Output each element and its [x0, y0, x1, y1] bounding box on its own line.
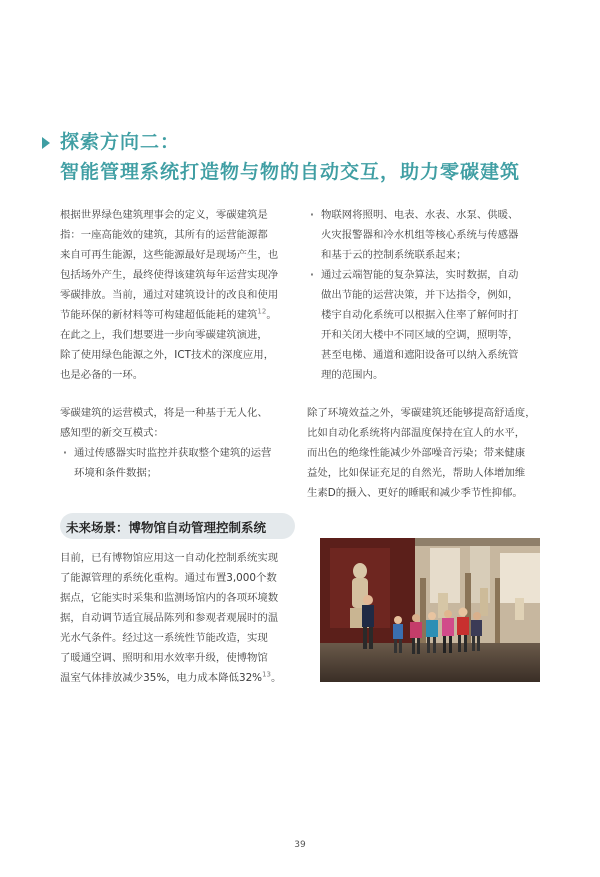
footnote-ref: 12: [257, 307, 267, 316]
bullet-item-cloud: · 通过云端智能的复杂算法，实时数据，自动 做出节能的运营决策，并下达指令，例如， 楼宇自动化系统可以根据入住率了解何时打 开和关闭大楼中不同区域的空调，照明等， 甚至电梯、通道和遮阳设备可以纳入系统管 理的范围内。: [307, 265, 552, 385]
heading-arrow-icon: [42, 137, 50, 149]
paragraph-comfort: 除了环境效益之外，零碳建筑还能够提高舒适度， 比如自动化系统将内部温度保持在宜人的水平， 而出色的绝缘性能减少外部噪音污染；带来健康 益处，比如保证充足的自然光，帮助人体增加维 生素D的摄入、更好的睡眠和减少季节性抑郁。: [307, 407, 536, 499]
callout-title: 未来场景：博物馆自动管理控制系统: [66, 520, 267, 535]
bullet-item-iot: · 物联网将照明、电表、水表、水泵、供暖、 火灾报警器和冷水机组等核心系统与传感器 和基于云的控制系统联系起来；: [307, 205, 552, 265]
callout-body: 目前，已有博物馆应用这一自动化控制系统实现 了能源管理的系统化重构。通过布置3,000个数 据点，它能实时采集和监测场馆内的各项环境数 据，自动调节适宜展品陈列和参观者观展时的温 光水气条件。经过这一系统性节能改造，实现 了暖通空调、照明和用水效率升级，使博物馆 温室气体排放减少35%，电力成本降低32%$^{13}$。: [60, 552, 282, 684]
section-heading-line2: 智能管理系统打造物与物的自动交互，助力零碳建筑: [60, 161, 521, 183]
paragraph-definition: 根据世界绿色建筑理事会的定义，零碳建筑是 指：一座高能效的建筑，其所有的运营能源都 来自可再生能源，这些能源最好是现场产生，也 包括场外产生，最终使得该建筑每年运营实现净 零碳排放。当前，通过对建筑设计的改良和使用 节能环保的新材料等可构建超低能耗的建筑$^{12}$。: [60, 209, 279, 321]
museum-photo: [320, 538, 540, 682]
section-heading-line1: 探索方向二：: [60, 131, 181, 153]
bullet-item-sensors: · 通过传感器实时监控并获取整个建筑的运营 环境和条件数据；: [60, 443, 305, 483]
page-number: 39: [294, 840, 306, 850]
left-column: [60, 205, 305, 483]
paragraph-ict: 在此之上，我们想要进一步向零碳建筑演进， 除了使用绿色能源之外，ICT技术的深度应用， 也是必备的一环。: [60, 329, 275, 381]
footnote-ref: 13: [262, 670, 271, 679]
right-column: [307, 205, 552, 503]
museum-scene-image: [320, 538, 540, 682]
paragraph-operation-mode: 零碳建筑的运营模式，将是一种基于无人化、 感知型的新交互模式：: [60, 407, 268, 439]
